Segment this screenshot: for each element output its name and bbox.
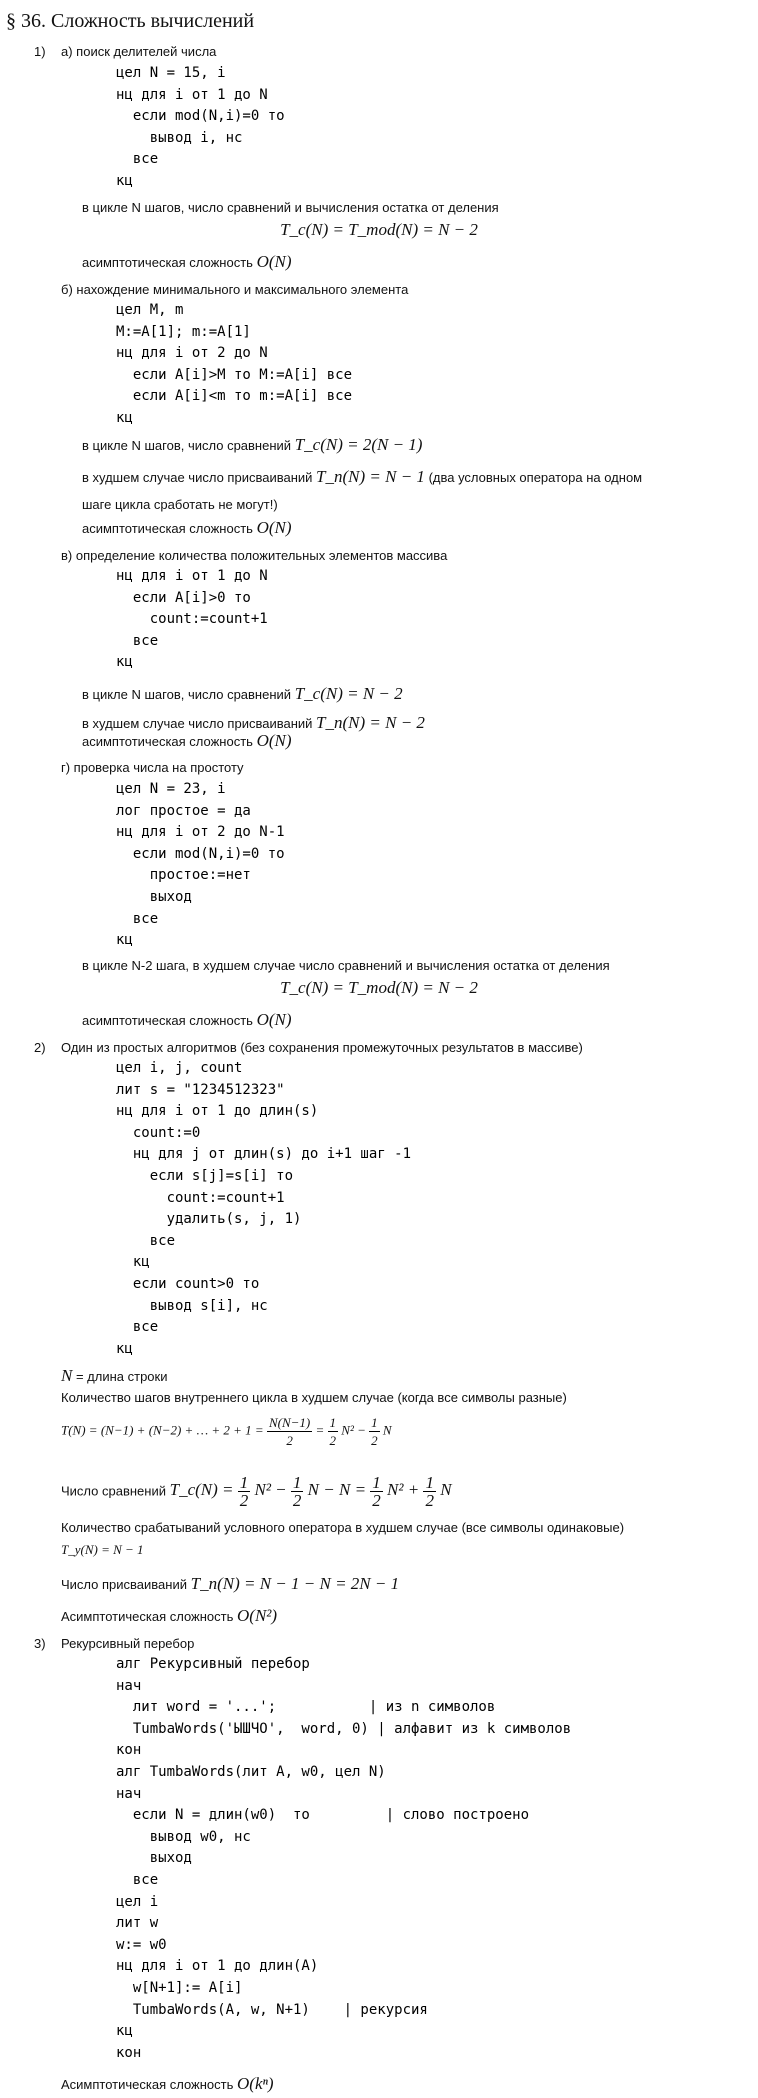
cmp-formula-left: T_c(N) = <box>169 1480 234 1500</box>
section-2-number: 2) <box>34 1040 46 1055</box>
section-1b-comparisons-label: в цикле N шагов, число сравнений <box>82 438 292 453</box>
section-1a-text-1: в цикле N шагов, число сравнений и вычисления остатка от деления <box>82 200 499 215</box>
steps-half-1-top: 1 <box>329 1415 337 1430</box>
section-1c-assignments-label: в худшем случае число присваиваний <box>82 716 313 731</box>
section-1a-asymptotic-label: асимптотическая сложность <box>82 255 253 270</box>
section-1d-asymptotic-label: асимптотическая сложность <box>82 1013 253 1028</box>
section-2-asymptotic-math: O(N²) <box>237 1606 278 1625</box>
section-1d-asymptotic-math: O(N) <box>256 1010 292 1029</box>
section-1c-comparisons-math: T_c(N) = N − 2 <box>294 684 403 703</box>
section-1b-assignments-tail: (два условных оператора на одном <box>428 470 643 485</box>
section-3-code: алг Рекурсивный перебор нач лит word = '...'; | из n символов TumbaWords('ЫШЧО', word, 0) | алфавит из k символов кон алг TumbaWords(лит A, w0, цел N) нач если N = длин(w0) то | слово построено вывод w0, нс выход все цел i лит w w:= w0 нц для i от 1 до длин(A) w[N+1]:= A[i] TumbaWords(A, w, N+1) | рекурсия кц кон <box>116 1656 572 2061</box>
cmp-half-1-top: 1 <box>239 1473 249 1492</box>
section-1c-comparisons <box>82 684 403 704</box>
section-2-steps-formula <box>61 1414 392 1449</box>
section-1d-label: г) проверка числа на простоту <box>61 760 244 775</box>
section-3-asymptotic <box>61 2074 274 2094</box>
section-1-number: 1) <box>34 44 46 59</box>
steps-half-1 <box>328 1414 339 1449</box>
section-2-n-text: = длина строки <box>75 1369 168 1384</box>
section-2-asymptotic <box>61 1606 277 1626</box>
section-1d-text-1: в цикле N-2 шага, в худшем случае число сравнений и вычисления остатка от деления <box>82 958 610 973</box>
section-1b-comparisons <box>82 435 422 455</box>
section-1b-label: б) нахождение минимального и максимального элемента <box>61 282 409 297</box>
section-1c-code: нц для i от 1 до N если A[i]>0 то count:=count+1 все кц <box>116 568 268 671</box>
section-1b-assignments-math: T_п(N) = N − 1 <box>316 467 425 486</box>
section-3-number: 3) <box>34 1636 46 1651</box>
section-1c-asymptotic-math: O(N) <box>256 731 292 750</box>
section-1c-comparisons-label: в цикле N шагов, число сравнений <box>82 687 292 702</box>
section-2-comparisons-label: Число сравнений <box>61 1483 166 1499</box>
steps-formula-tail: N² − <box>341 1422 366 1438</box>
section-1a-asymptotic-math: O(N) <box>256 252 292 271</box>
section-2-n-symbol: N <box>61 1366 73 1385</box>
section-1a-label: а) поиск делителей числа <box>61 44 217 59</box>
section-2-n-definition <box>61 1366 168 1386</box>
section-2-cond-formula: T_у(N) = N − 1 <box>61 1542 144 1557</box>
steps-half-2-bottom: 2 <box>371 1433 378 1448</box>
section-1b-comparisons-math: T_c(N) = 2(N − 1) <box>294 435 423 454</box>
section-1b-assignments <box>82 467 642 487</box>
cmp-formula-tail: N² + <box>387 1480 420 1500</box>
cmp-half-1-bottom: 2 <box>239 1491 249 1510</box>
section-2-assignments-label: Число присваиваний <box>61 1577 187 1592</box>
cmp-half-1 <box>238 1474 251 1509</box>
section-1c-asymptotic <box>82 731 292 751</box>
cmp-formula-mid2: N − N = <box>307 1480 367 1500</box>
cmp-half-4 <box>423 1474 436 1509</box>
steps-fraction-top: N(N−1) <box>268 1415 311 1430</box>
section-2-assignments <box>61 1574 399 1594</box>
section-1b-asymptotic <box>82 518 292 538</box>
steps-formula-left: T(N) = (N−1) + (N−2) + … + 2 + 1 = <box>61 1422 264 1438</box>
section-3-asymptotic-math: O(kⁿ) <box>237 2074 274 2093</box>
section-1d-formula: T_c(N) = T_mod(N) = N − 2 <box>280 978 478 997</box>
cmp-half-2 <box>291 1474 304 1509</box>
section-1d-asymptotic <box>82 1010 292 1030</box>
section-1c-label: в) определение количества положительных элементов массива <box>61 548 448 563</box>
cmp-formula-mid: N² − <box>254 1480 287 1500</box>
cmp-half-2-bottom: 2 <box>292 1491 302 1510</box>
steps-fraction-bottom: 2 <box>286 1433 293 1448</box>
section-title: § 36. Сложность вычислений <box>6 10 255 32</box>
cmp-half-4-top: 1 <box>425 1473 434 1492</box>
section-2-steps-text: Количество шагов внутреннего цикла в худшем случае (когда все символы разные) <box>61 1390 567 1405</box>
section-1a-formula: T_c(N) = T_mod(N) = N − 2 <box>280 220 478 239</box>
section-1b-asymptotic-label: асимптотическая сложность <box>82 521 253 536</box>
section-1a-code: цел N = 15, i нц для i от 1 до N если mod(N,i)=0 то вывод i, нс все кц <box>116 65 285 189</box>
section-1c-assignments <box>82 713 425 733</box>
section-1b-code: цел M, m M:=A[1]; m:=A[1] нц для i от 2 до N если A[i]>M то M:=A[i] все если A[i]<m то m:=A[i] все кц <box>116 302 353 426</box>
cmp-half-3 <box>370 1474 383 1509</box>
section-1a-asymptotic <box>82 252 292 272</box>
steps-half-1-bottom: 2 <box>329 1433 337 1448</box>
cmp-formula <box>169 1473 452 1510</box>
section-1c-assignments-math: T_п(N) = N − 2 <box>316 713 425 732</box>
steps-half-2 <box>369 1414 380 1449</box>
section-2-cond-text: Количество срабатываний условного оператора в худшем случае (все символы одинаковые) <box>61 1520 625 1535</box>
cmp-formula-end: N <box>440 1480 452 1500</box>
steps-formula-end: N <box>382 1422 392 1438</box>
cmp-half-3-bottom: 2 <box>372 1491 381 1510</box>
steps-half-2-top: 1 <box>371 1415 378 1430</box>
section-1c-asymptotic-label: асимптотическая сложность <box>82 734 253 749</box>
section-1b-asymptotic-math: O(N) <box>256 518 292 537</box>
section-1b-text-3: шаге цикла сработать не могут!) <box>82 497 278 512</box>
section-2-asymptotic-label: Асимптотическая сложность <box>61 1609 234 1624</box>
section-3-label: Рекурсивный перебор <box>61 1636 195 1651</box>
section-3-asymptotic-label: Асимптотическая сложность <box>61 2077 234 2092</box>
cmp-half-4-bottom: 2 <box>425 1491 434 1510</box>
cmp-half-2-top: 1 <box>292 1473 302 1492</box>
section-1d-code: цел N = 23, i лог простое = да нц для i от 2 до N-1 если mod(N,i)=0 то простое:=нет выход все кц <box>116 781 285 949</box>
section-2-code: цел i, j, count лит s = "1234512323" нц для i от 1 до длин(s) count:=0 нц для j от длин(s) до i+1 шаг -1 если s[j]=s[i] то count:=count+1 удалить(s, j, 1) все кц если count>0 то вывод s[i], нс все кц <box>116 1060 412 1357</box>
cmp-half-3-top: 1 <box>372 1473 381 1492</box>
section-2-assignments-math: T_п(N) = N − 1 − N = 2N − 1 <box>190 1574 400 1593</box>
section-2-comparisons <box>61 1474 452 1509</box>
section-2-label: Один из простых алгоритмов (без сохранения промежуточных результатов в массиве) <box>61 1040 583 1055</box>
section-1b-assignments-label: в худшем случае число присваиваний <box>82 470 313 485</box>
steps-fraction <box>267 1414 312 1449</box>
steps-formula-eq: = <box>315 1422 325 1438</box>
